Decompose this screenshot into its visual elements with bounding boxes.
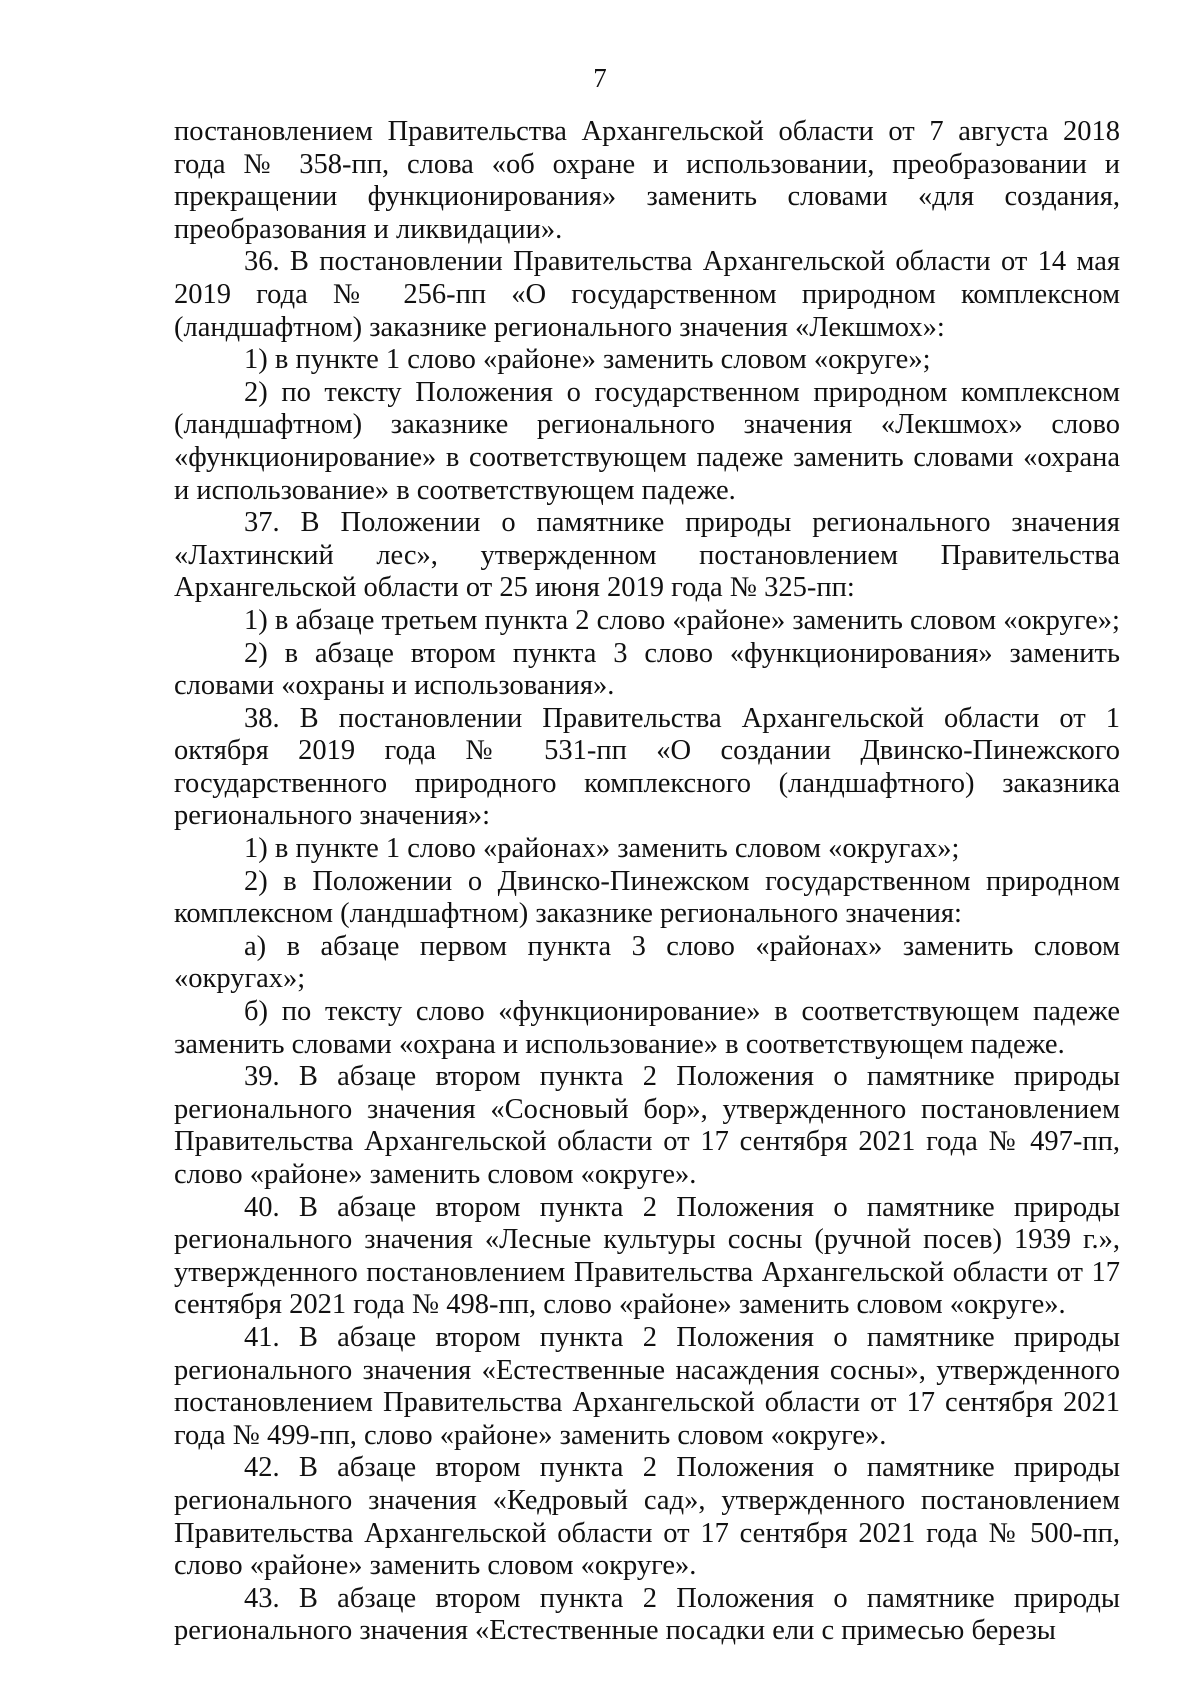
paragraph: 41. В абзаце втором пункта 2 Положения о памятнике природы регионального значения «Естественные насаждения сосны», утвержденного постановлением Правительства Архангельской области от 17 сентября 2021 года № 499-пп, слово «районе» заменить словом «округе».	[174, 1321, 1120, 1451]
paragraph: постановлением Правительства Архангельской области от 7 августа 2018 года № 358-пп, слова «об охране и использовании, преобразовании и прекращении функционирования» заменить словами «для создания, преобразования и ликвидации».	[174, 116, 1120, 245]
paragraph: 2) в абзаце втором пункта 3 слово «функционирования» заменить словами «охраны и использования».	[174, 637, 1120, 702]
document-body	[174, 116, 1120, 1648]
paragraph: 43. В абзаце втором пункта 2 Положения о памятнике природы регионального значения «Естественные посадки ели с примесью березы	[174, 1582, 1120, 1647]
paragraph: а) в абзаце первом пункта 3 слово «районах» заменить словом «округах»;	[174, 930, 1120, 995]
paragraph: 36. В постановлении Правительства Архангельской области от 14 мая 2019 года № 256-пп «О государственном природном комплексном (ландшафтном) заказнике регионального значения «Лекшмох»:	[174, 246, 1120, 343]
paragraph: б) по тексту слово «функционирование» в соответствующем падеже заменить словами «охрана и использование» в соответствующем падеже.	[174, 996, 1120, 1060]
paragraph: 1) в абзаце третьем пункта 2 слово «районе» заменить словом «округе»;	[244, 604, 1120, 636]
paragraph: 40. В абзаце втором пункта 2 Положения о памятнике природы регионального значения «Лесные культуры сосны (ручной посев) 1939 г.», утвержденного постановлением Правительства Архангельской области от 17 сентября 2021 года № 498-пп, слово «районе» заменить словом «округе».	[174, 1191, 1120, 1321]
paragraph: 37. В Положении о памятнике природы регионального значения «Лахтинский лес», утвержденном постановлением Правительства Архангельской области от 25 июня 2019 года № 325-пп:	[174, 507, 1120, 604]
paragraph: 2) по тексту Положения о государственном природном комплексном (ландшафтном) заказнике регионального значения «Лекшмох» слово «функционирование» в соответствующем падеже заменить словами «охрана и использование» в соответствующем падеже.	[174, 376, 1120, 506]
paragraph: 42. В абзаце втором пункта 2 Положения о памятнике природы регионального значения «Кедровый сад», утвержденного постановлением Правительства Архангельской области от 17 сентября 2021 года № 500-пп, слово «районе» заменить словом «округе».	[174, 1452, 1120, 1582]
paragraph: 1) в пункте 1 слово «районах» заменить словом «округах»;	[244, 833, 960, 865]
paragraph: 38. В постановлении Правительства Архангельской области от 1 октября 2019 года № 531-пп «О создании Двинско-Пинежского государственного природного комплексного (ландшафтного) заказника регионального значения»:	[174, 702, 1120, 832]
paragraph: 39. В абзаце втором пункта 2 Положения о памятнике природы регионального значения «Сосновый бор», утвержденного постановлением Правительства Архангельской области от 17 сентября 2021 года № 497-пп, слово «районе» заменить словом «округе».	[174, 1061, 1120, 1190]
page-number: 7	[593, 63, 607, 93]
paragraph: 1) в пункте 1 слово «районе» заменить словом «округе»;	[244, 344, 931, 376]
paragraph: 2) в Положении о Двинско-Пинежском государственном природном комплексном (ландшафтном) заказнике регионального значения:	[174, 865, 1120, 930]
